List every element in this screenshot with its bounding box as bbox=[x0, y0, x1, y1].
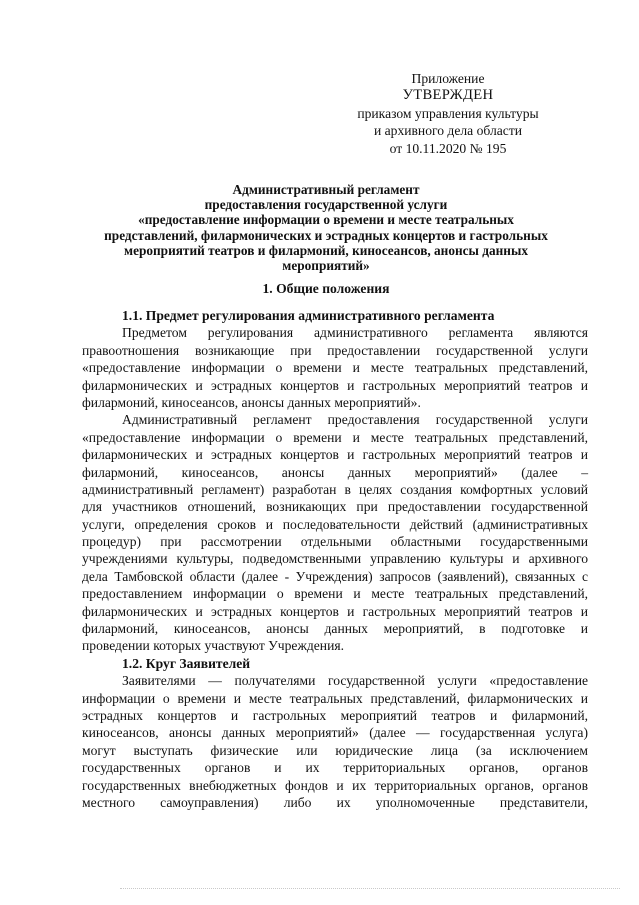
paragraph-line: «предоставление информации о времени и месте театральных представлений, bbox=[82, 360, 588, 376]
title-line: представлений, филармонических и эстрадных концертов и гастрольных bbox=[104, 227, 548, 243]
paragraph-line: местного самоуправления) либо их уполномоченные представители, bbox=[82, 794, 588, 810]
paragraph-line: филармоний, киносеансов, анонсы данных мероприятий» (далее – bbox=[82, 464, 588, 480]
title-line: предоставления государственной услуги bbox=[204, 197, 448, 213]
paragraph-line: предоставлением информации о времени и месте театральных представлений, bbox=[82, 586, 588, 602]
paragraph-line: филармоний, киносеансов, анонсы данных мероприятий». bbox=[82, 394, 421, 410]
approval-date-number: от 10.11.2020 № 195 bbox=[389, 140, 507, 156]
paragraph-line: Предметом регулирования административного регламента являются bbox=[122, 325, 588, 341]
paragraph-line: процедур) при рассмотрении отдельными областными государственными bbox=[82, 534, 588, 550]
paragraph-line: информации о времени и месте театральных представлений, филармонических и bbox=[82, 690, 588, 706]
paragraph-line: дела Тамбовской области (далее - Учреждения) запросов (заявлений), связанных с bbox=[82, 568, 588, 584]
paragraph-line: учреждениями культуры, подведомственными управлению культуры и архивного bbox=[82, 551, 588, 567]
paragraph-line: филармоний, киносеансов, анонсы данных мероприятий, в подготовке и bbox=[82, 621, 588, 637]
approval-approved-label: УТВЕРЖДЕН bbox=[402, 87, 494, 104]
section-heading: 1. Общие положения bbox=[262, 281, 390, 296]
paragraph-line: филармонических и эстрадных концертов и гастрольных мероприятий театров и bbox=[82, 377, 588, 393]
title-line: мероприятий театров и филармоний, киносеансов, анонсы данных bbox=[124, 242, 528, 258]
subsection-heading: 1.2. Круг Заявителей bbox=[122, 655, 251, 671]
document-body bbox=[82, 307, 588, 811]
title-line: мероприятий» bbox=[282, 258, 370, 274]
subsection-heading: 1.1. Предмет регулирования административного регламента bbox=[122, 308, 495, 323]
paragraph-line: могут выступать физические или юридические лица (за исключением bbox=[82, 742, 588, 758]
title-line: Административный регламент bbox=[232, 182, 420, 197]
paragraph-line: государственных органов и их территориальных органов, органов bbox=[82, 760, 588, 776]
scan-edge-line bbox=[120, 888, 620, 889]
document-title bbox=[60, 182, 592, 273]
paragraph-line: проведении которых участвуют Учреждения. bbox=[82, 638, 344, 654]
paragraph-line: Заявителями — получателями государственной услуги «предоставление bbox=[122, 673, 588, 689]
approval-stamp-block bbox=[300, 70, 596, 157]
paragraph-line: «предоставление информации о времени и месте театральных представлений, bbox=[82, 429, 588, 445]
approval-order-line: приказом управления культуры bbox=[357, 105, 539, 121]
paragraph-line: Административный регламент предоставления государственной услуги bbox=[122, 412, 588, 428]
paragraph-line: филармонических и эстрадных концертов и гастрольных мероприятий театров и bbox=[82, 447, 588, 463]
paragraph-line: для участников отношений, возникающих при предоставлении государственной bbox=[82, 499, 588, 515]
paragraph-line: правоотношения возникающие при предоставлении государственной услуги bbox=[82, 342, 588, 358]
approval-appendix-label: Приложение bbox=[411, 71, 485, 86]
paragraph-line: административный регламент) разработан в целях создания комфортных условий bbox=[82, 481, 588, 497]
title-line: «предоставление информации о времени и месте театральных bbox=[138, 212, 514, 228]
paragraph-line: филармонических и эстрадных концертов и гастрольных мероприятий театров и bbox=[82, 603, 588, 619]
approval-department-line: и архивного дела области bbox=[373, 123, 523, 139]
paragraph-line: услуги, определения сроков и последовательности действий (административных bbox=[82, 516, 588, 532]
paragraph-line: киносеансов, анонсы данных мероприятий» (далее — государственная услуга) bbox=[82, 725, 588, 741]
paragraph-line: государственных внебюджетных фондов и их территориальных органов, органов bbox=[82, 777, 588, 793]
paragraph-line: эстрадных концертов и гастрольных мероприятий театров и филармоний, bbox=[82, 707, 588, 723]
